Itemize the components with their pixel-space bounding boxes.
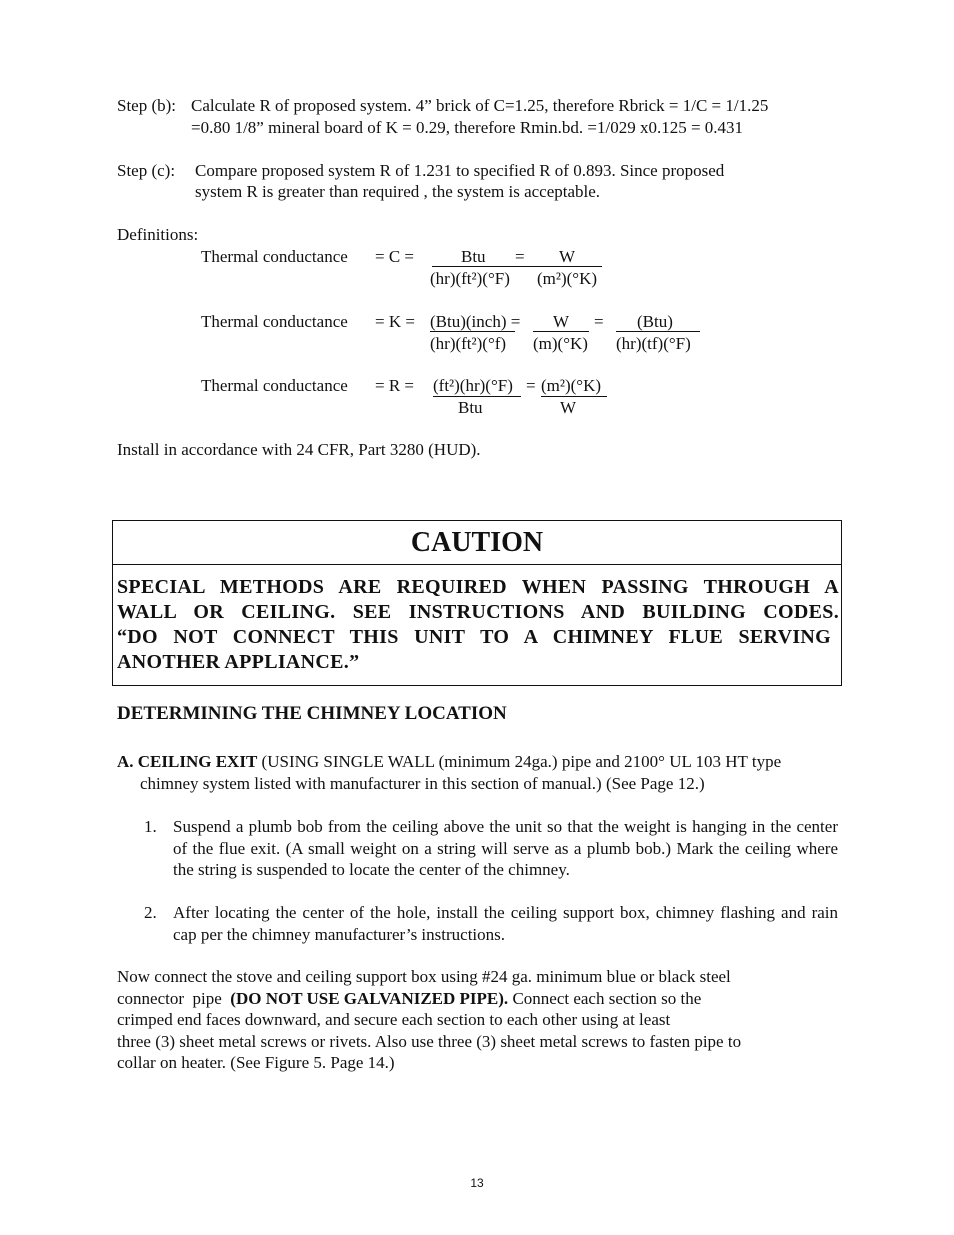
caution-line: ANOTHER APPLIANCE.”: [117, 651, 360, 673]
formula-c-eq2: =: [515, 247, 525, 266]
formula-k-eq: = K =: [375, 312, 415, 331]
formula-k-num3: (Btu): [637, 312, 673, 331]
connect-line4: three (3) sheet metal screws or rivets. Also use three (3) sheet metal screws to fasten pipe to: [117, 1032, 742, 1051]
formula-k-den3: (hr)(tf)(°F): [616, 334, 691, 353]
step-c-line2: system R is greater than required , the system is acceptable.: [195, 182, 601, 201]
formula-r-num2: (m²)(°K): [541, 376, 602, 395]
page-number: 13: [470, 1176, 484, 1190]
connect-line5: collar on heater. (See Figure 5. Page 14.): [117, 1053, 395, 1072]
formula-c-eq: = C =: [375, 247, 415, 266]
connect-line2-pre: connector pipe: [117, 989, 231, 1008]
step-2-text: After locating the center of the hole, install the ceiling support box, chimney flashing and rain cap per the chimney manufacturer’s instructions.: [173, 903, 838, 944]
caution-line: WALL OR CEILING. SEE INSTRUCTIONS AND BUILDING CODES.: [117, 601, 839, 623]
step-1-text: Suspend a plumb bob from the ceiling above the unit so that the weight is hanging in the center of the flue exit. (A small weight on a string will serve as a plumb bob.) Mark the ceiling where the string is suspended to locate the center of the chimney.: [173, 817, 838, 879]
formula-r-label: Thermal conductance: [201, 376, 348, 395]
caution-line: SPECIAL METHODS ARE REQUIRED WHEN PASSING THROUGH A: [117, 576, 839, 598]
formula-r-den2: W: [560, 398, 577, 417]
connect-line3: crimped end faces downward, and secure each section to each other using at least: [117, 1010, 671, 1029]
ceiling-exit-text: (USING SINGLE WALL (minimum 24ga.) pipe and 2100° UL 103 HT type: [261, 752, 782, 771]
step-b-line1: Calculate R of proposed system. 4” brick of C=1.25, therefore Rbrick = 1/C = 1/1.25: [191, 96, 769, 115]
formula-k-fraction-bar-1: [430, 331, 515, 332]
formula-c-label: Thermal conductance: [201, 247, 348, 266]
step-b-line2: =0.80 1/8” mineral board of K = 0.29, therefore Rmin.bd. =1/029 x0.125 = 0.431: [191, 118, 744, 137]
formula-r-num1: (ft²)(hr)(°F): [433, 376, 513, 395]
formula-k-num1: (Btu)(inch) =: [430, 312, 521, 331]
step-2-number: 2.: [144, 903, 157, 922]
caution-box: [112, 520, 842, 686]
formula-r-eq2: =: [526, 376, 536, 395]
step-c-label: Step (c):: [117, 161, 176, 180]
connect-line2: [117, 988, 701, 1009]
step-1-number: 1.: [144, 817, 157, 836]
definitions-heading: Definitions:: [117, 225, 199, 244]
formula-c-den2: (m²)(°K): [537, 269, 598, 288]
formula-r-den1: Btu: [458, 398, 483, 417]
formula-r-eq: = R =: [375, 376, 415, 395]
formula-k-fraction-bar-3: [616, 331, 700, 332]
connect-line2-post: Connect each section so the: [508, 989, 702, 1008]
formula-k-label: Thermal conductance: [201, 312, 348, 331]
formula-k-num2: W: [553, 312, 570, 331]
formula-k-fraction-bar-2: [533, 331, 589, 332]
step-c-line1: Compare proposed system R of 1.231 to specified R of 0.893. Since proposed: [195, 161, 725, 180]
formula-c-num2: W: [559, 247, 576, 266]
install-note: Install in accordance with 24 CFR, Part 3280 (HUD).: [117, 440, 481, 459]
ceiling-exit-line2: chimney system listed with manufacturer in this section of manual.) (See Page 12.): [140, 774, 705, 793]
caution-title: CAUTION: [113, 521, 841, 565]
ceiling-exit-label: A. CEILING EXIT: [117, 752, 258, 771]
ceiling-exit-line1: [117, 751, 781, 772]
formula-c-num1: Btu: [461, 247, 486, 266]
formula-c-den1: (hr)(ft²)(°F): [430, 269, 510, 288]
caution-body: [117, 575, 839, 675]
caution-line: “DO NOT CONNECT THIS UNIT TO A CHIMNEY FLUE SERVING: [117, 626, 831, 648]
formula-k-den2: (m)(°K): [533, 334, 588, 353]
step-b-label: Step (b):: [117, 96, 177, 115]
formula-k-den1: (hr)(ft²)(°f): [430, 334, 507, 353]
connect-line1: Now connect the stove and ceiling support box using #24 ga. minimum blue or black steel: [117, 967, 731, 986]
section-heading: DETERMINING THE CHIMNEY LOCATION: [117, 703, 507, 724]
galvanized-warning: (DO NOT USE GALVANIZED PIPE).: [230, 989, 509, 1008]
formula-k-eq2: =: [594, 312, 604, 331]
formula-c-fraction-bar: [432, 266, 602, 267]
